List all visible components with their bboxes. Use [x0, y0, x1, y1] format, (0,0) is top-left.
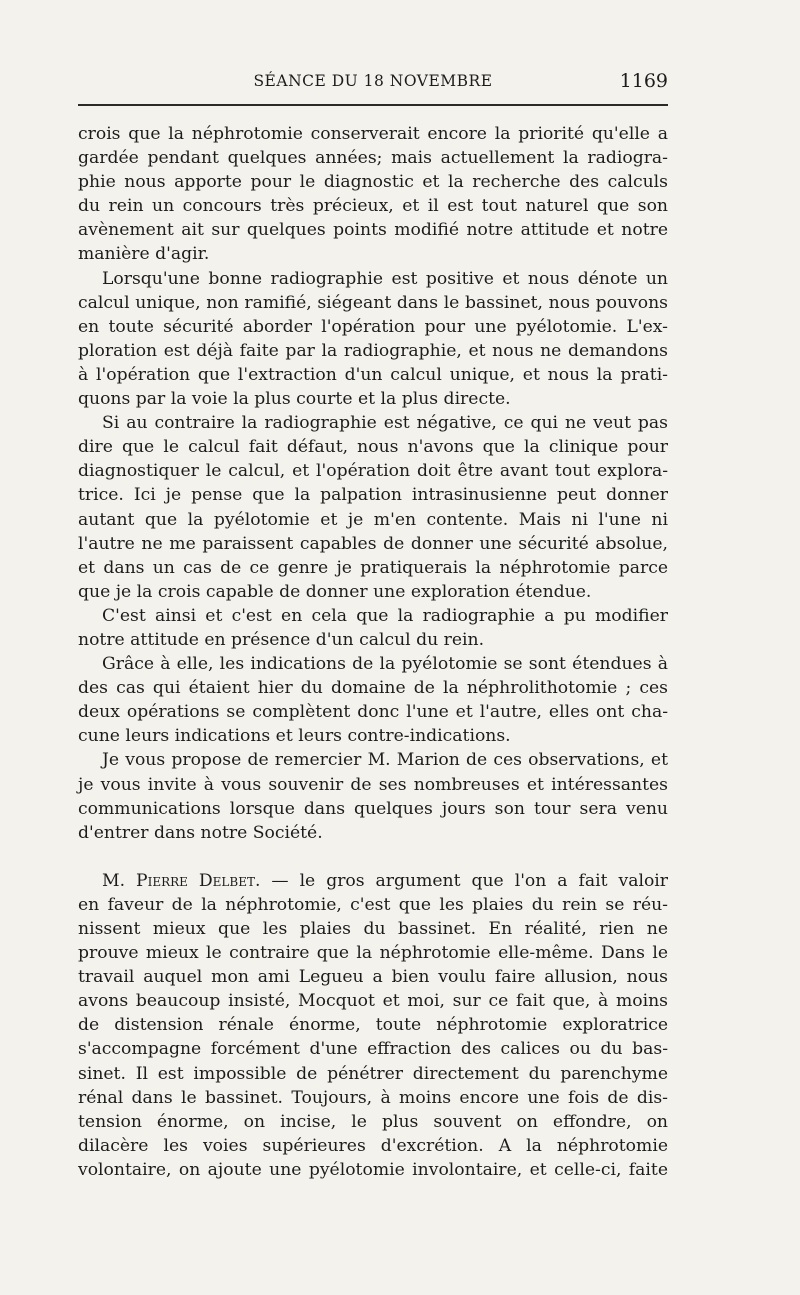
text-line: avènement ait sur quelques points modifié notre attitude et notre — [78, 220, 668, 241]
text-line: de distension rénale énorme, toute néphrotomie exploratrice — [78, 1015, 668, 1036]
header-rule — [78, 104, 668, 106]
running-header — [78, 70, 668, 96]
text-line: gardée pendant quelques années; mais actuellement la radiogra- — [78, 148, 668, 169]
text-line: quons par la voie la plus courte et la plus directe. — [78, 389, 511, 410]
text-line: diagnostiquer le calcul, et l'opération doit être avant tout explora- — [78, 461, 668, 482]
text-line: deux opérations se complètent donc l'une et l'autre, elles ont cha- — [78, 702, 668, 723]
text-line: notre attitude en présence d'un calcul du rein. — [78, 629, 485, 650]
paragraph-start: Lorsqu'une bonne radiographie est positive et nous dénote un — [102, 268, 668, 289]
text-line: nissent mieux que les plaies du bassinet. En réalité, rien ne — [78, 919, 668, 939]
page-number: 1169 — [619, 70, 668, 92]
text-line: cune leurs indications et leurs contre-indications. — [78, 726, 511, 747]
text-line: du rein un concours très précieux, et il est tout naturel que son — [78, 196, 668, 217]
text-line: avons beaucoup insisté, Mocquot et moi, sur ce fait que, à moins — [78, 991, 668, 1012]
text-line: s'accompagne forcément d'une effraction des calices ou du bas- — [78, 1039, 668, 1060]
text-line: dilacère les voies supérieures d'excrétion. A la néphrotomie — [78, 1135, 668, 1156]
text-line: des cas qui étaient hier du domaine de la néphrolithotomie ; ces — [78, 678, 668, 699]
text-line: calcul unique, non ramifié, siégeant dans le bassinet, nous pouvons — [78, 292, 668, 313]
text-line: manière d'agir. — [78, 244, 210, 265]
text-line: ploration est déjà faite par la radiographie, et nous ne demandons — [78, 340, 668, 361]
paragraph-start: C'est ainsi et c'est en cela que la radiographie a pu modifier — [102, 605, 668, 626]
text-line: volontaire, on ajoute une pyélotomie involontaire, et celle-ci, faite — [78, 1159, 668, 1180]
paragraph-start: Je vous propose de remercier M. Marion de ces observations, et — [102, 750, 668, 771]
text-line: rénal dans le bassinet. Toujours, à moins encore une fois de dis- — [78, 1087, 668, 1108]
text-line: prouve mieux le contraire que la néphrotomie elle-même. Dans le — [78, 943, 668, 964]
text-line: d'entrer dans notre Société. — [78, 822, 323, 843]
text-line: tension énorme, on incise, le plus souvent on effondre, on — [78, 1111, 668, 1132]
speaker-dash: . — — [254, 870, 300, 891]
text-line: phie nous apporte pour le diagnostic et la recherche des calculs — [78, 172, 668, 193]
paragraph-start: Grâce à elle, les indications de la pyélotomie se sont étendues à — [102, 654, 668, 675]
text-line: je vous invite à vous souvenir de ses nombreuses et intéressantes — [78, 774, 668, 795]
text-line: en faveur de la néphrotomie, c'est que les plaies du rein se réu- — [78, 894, 668, 915]
text-line: en toute sécurité aborder l'opération pour une pyélotomie. L'ex- — [78, 316, 668, 337]
header-title: SÉANCE DU 18 NOVEMBRE — [253, 72, 493, 90]
speaker-prefix: M. — [102, 870, 137, 891]
text-line: l'autre ne me paraissent capables de donner une sécurité absolue, — [78, 533, 668, 554]
text-line: que je la crois capable de donner une exploration étendue. — [78, 581, 592, 602]
text-line: trice. Ici je pense que la palpation intrasinusienne peut donner — [78, 485, 668, 506]
body-text — [78, 122, 668, 1182]
paragraph-start: Si au contraire la radiographie est négative, ce qui ne veut pas — [102, 413, 668, 434]
speaker-line-text: le gros argument que l'on a fait valoir — [299, 870, 668, 891]
speaker-name: Pierre Delbet — [136, 870, 255, 891]
text-line: dire que le calcul fait défaut, nous n'avons que la clinique pour — [78, 437, 668, 458]
section-gap — [78, 845, 668, 869]
speaker-paragraph-start — [78, 869, 668, 893]
text-line: et dans un cas de ce genre je pratiquerais la néphrotomie parce — [78, 557, 668, 578]
text-line: communications lorsque dans quelques jours son tour sera venu — [78, 798, 668, 819]
text-line: à l'opération que l'extraction d'un calcul unique, et nous la prati- — [78, 364, 668, 385]
text-line: travail auquel mon ami Legueu a bien voulu faire allusion, nous — [78, 967, 668, 988]
text-line: crois que la néphrotomie conserverait encore la priorité qu'elle a — [78, 124, 668, 144]
text-line: sinet. Il est impossible de pénétrer directement du parenchyme — [78, 1063, 668, 1084]
text-line: autant que la pyélotomie et je m'en contente. Mais ni l'une ni — [78, 509, 668, 530]
